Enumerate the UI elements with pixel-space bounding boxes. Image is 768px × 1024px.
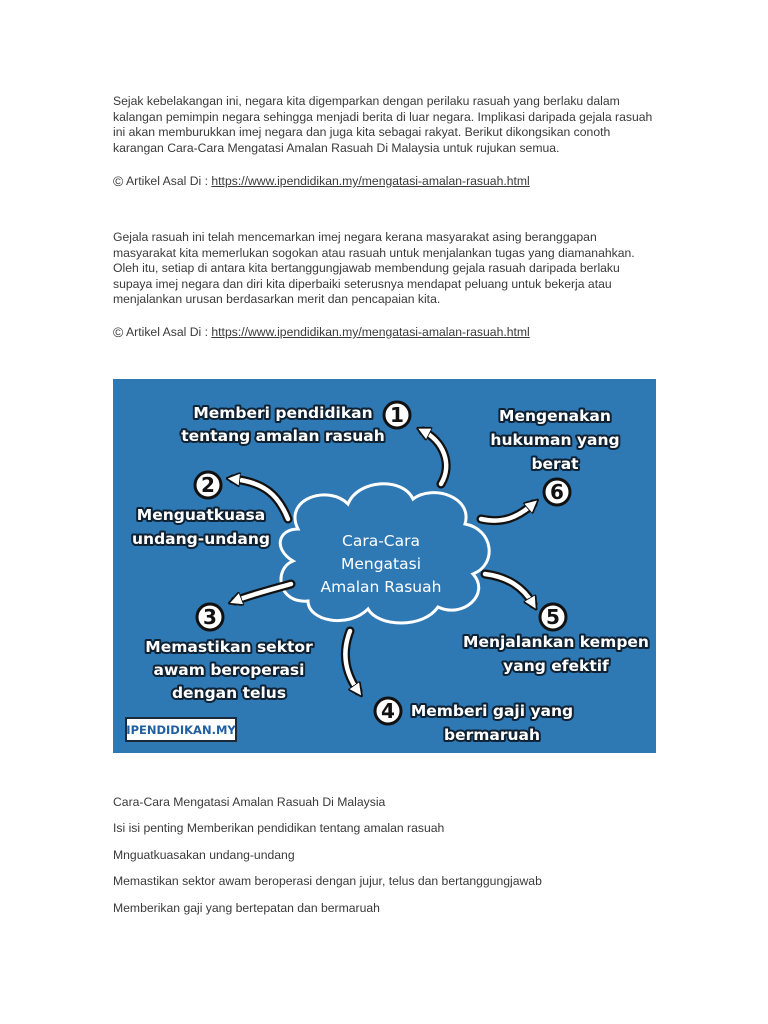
item-5-line-2: yang efektif [503,657,609,675]
credit-line-2 [113,324,530,340]
copyright-icon: © [113,324,124,340]
arrow-to-5 [485,574,533,604]
item-5-line-1: Menjalankan kempen [463,633,649,651]
credit-line-1 [113,173,530,189]
arrow-to-4 [345,631,358,691]
item-4-line-1: Memberi gaji yang [410,702,574,720]
credit-prefix: Artikel Asal Di : [126,174,212,188]
item-4-line-2: bermaruah [443,726,541,744]
item-5-label [463,633,649,675]
badge-3-num: 3 [203,605,217,629]
source-link-1[interactable]: https://www.ipendidikan.my/mengatasi-amalan-rasuah.html [211,174,530,188]
badge-4-num: 4 [381,699,395,723]
badge-5-num: 5 [546,605,560,629]
item-4-label [411,702,573,744]
item-1-line-1: Memberi pendidikan [193,404,373,422]
badge-4 [375,698,401,724]
cloud-line-3: Amalan Rasuah [320,578,442,596]
cloud-line-2: Mengatasi [340,555,422,573]
infographic-canvas [113,379,656,753]
item-3-line-1: Memastikan sektor [145,638,313,656]
item-3-line-2: awam beroperasi [153,661,305,679]
badge-5 [540,604,566,630]
item-2-label [132,506,270,548]
badge-6-num: 6 [550,480,564,504]
badge-1-num: 1 [390,403,404,427]
badge-2-num: 2 [201,473,215,497]
item-6-label [490,407,619,473]
brand-logo: IPENDIDIKAN.MY [125,717,237,742]
arrow-to-1 [423,431,446,484]
intro-paragraph-2: Gejala rasuah ini telah mencemarkan imej negara kerana masyarakat asing beranggapan masyarakat kita memerlukan sogokan atau rasuah untuk menjalankan tugas yang diamanahkan. Oleh itu, setiap di antara kita bertanggungjawab membendung gejala rasuah daripada berlaku supaya imej negara dan diri kita diperbaiki seterusnya mendapat peluang untuk bekerja atau menjalankan urusan berdasarkan merit dan pencapaian kita. [113,230,635,307]
summary-line-2: Isi isi penting Memberikan pendidikan tentang amalan rasuah [113,821,445,835]
item-1-line-2: tentang amalan rasuah [181,427,385,445]
badge-6 [544,479,570,505]
item-2-line-1: Menguatkuasa [136,506,266,524]
item-3-line-3: dengan telus [171,684,287,702]
source-link-2[interactable]: https://www.ipendidikan.my/mengatasi-amalan-rasuah.html [211,325,530,339]
item-1-label [181,404,384,445]
badge-1 [384,402,410,428]
copyright-icon: © [113,173,124,189]
summary-line-1: Cara-Cara Mengatasi Amalan Rasuah Di Malaysia [113,795,386,809]
summary-line-5: Memberikan gaji yang bertepatan dan bermaruah [113,901,380,915]
arrow-to-3 [235,584,291,601]
item-2-line-2: undang-undang [132,530,270,548]
arrow-to-6 [481,504,533,521]
item-6-line-1: Mengenakan [499,407,611,425]
infographic [113,379,656,753]
credit-prefix: Artikel Asal Di : [126,325,212,339]
cloud-shape [280,484,489,623]
cloud-line-1: Cara-Cara [342,532,420,550]
summary-line-3: Mnguatkuasakan undang-undang [113,848,295,862]
badge-2 [195,472,221,498]
summary-line-4: Memastikan sektor awam beroperasi dengan jujur, telus dan bertanggungjawab [113,874,542,888]
item-6-line-3: berat [531,455,579,473]
item-3-label [145,638,313,702]
item-6-line-2: hukuman yang [490,431,620,449]
intro-paragraph-1: Sejak kebelakangan ini, negara kita digemparkan dengan perilaku rasuah yang berlaku dalam kalangan pemimpin negara sehingga menjadi berita di luar negara. Implikasi daripada gejala rasuah ini akan memburukkan imej negara dan juga kita sebagai rakyat. Berikut dikongsikan conoth karangan Cara-Cara Mengatasi Amalan Rasuah Di Malaysia untuk rujukan semua. [113,94,653,155]
badge-3 [197,604,223,630]
